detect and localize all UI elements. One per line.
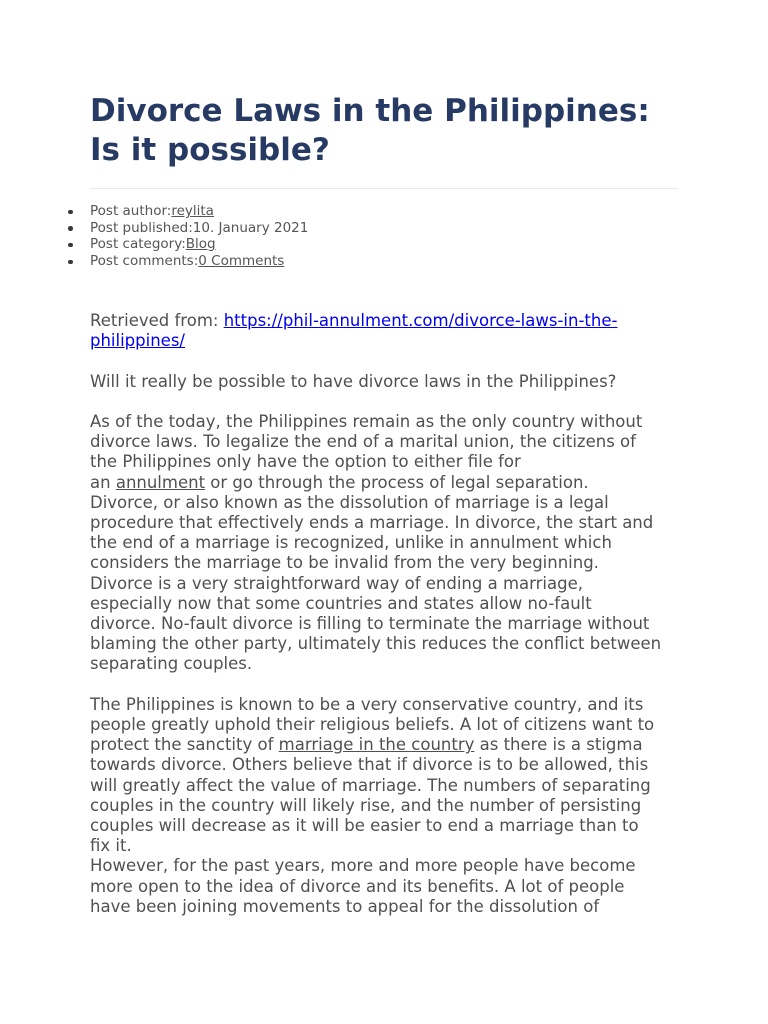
comments-link[interactable]: 0 Comments (198, 253, 285, 270)
post-published (90, 220, 308, 237)
paragraph-2-line: as there is a stigma (474, 735, 643, 755)
paragraph-2-line: people greatly uphold their religious beliefs. A lot of citizens want to (90, 715, 655, 735)
post-published-date: 10. January 2021 (192, 219, 309, 236)
source-url-part1: https://phil-annulment.com/divorce-laws-in-the- (223, 311, 618, 330)
annulment-link[interactable]: annulment (115, 472, 206, 492)
paragraph-1-line: an (90, 472, 116, 492)
paragraph-2-line: protect the sanctity of (90, 735, 279, 755)
paragraph-1-line: the Philippines only have the option to either file for (90, 452, 521, 472)
category-link[interactable]: Blog (185, 236, 216, 253)
post-author (90, 203, 308, 220)
source-prefix: Retrieved from: (90, 311, 224, 330)
paragraph-2-line: will greatly affect the value of marriage. The numbers of separating (90, 775, 651, 795)
paragraph-1 (90, 412, 682, 675)
author-link[interactable]: reylita (171, 203, 214, 219)
paragraph-1-line: divorce laws. To legalize the end of a marital union, the citizens of (90, 432, 636, 452)
paragraph-1-line: especially now that some countries and states allow no-fault (90, 593, 592, 613)
source-paragraph (90, 311, 682, 351)
paragraph-1-line: As of the today, the Philippines remain as the only country without (90, 411, 643, 431)
post-comments-label: Post comments: (90, 253, 199, 270)
paragraph-2-line: fix it. (90, 836, 132, 856)
paragraph-1-line: Divorce is a very straightforward way of ending a marriage, (90, 573, 583, 593)
post-category-label: Post category: (90, 236, 186, 253)
intro-question: Will it really be possible to have divorce laws in the Philippines? (90, 371, 617, 391)
paragraph-2 (90, 695, 682, 857)
title-divider (90, 188, 678, 189)
paragraph-2-line: couples will decrease as it will be easier to end a marriage than to (90, 816, 639, 836)
page-title: Divorce Laws in the Philippines: Is it possible? (90, 93, 650, 168)
marriage-link[interactable]: marriage in the country (278, 735, 475, 755)
paragraph-1-line: considers the marriage to be invalid from the very beginning. (90, 553, 599, 573)
paragraph-3-line: have been joining movements to appeal for the dissolution of (90, 896, 600, 916)
source-url-part2: philippines/ (90, 331, 185, 351)
paragraph-1-line: blaming the other party, ultimately this reduces the conflict between (90, 634, 662, 654)
paragraph-2-line: couples in the country will likely rise, and the number of persisting (90, 795, 642, 815)
post-author-label: Post author: (90, 203, 172, 219)
article-body (90, 311, 682, 917)
paragraph-1-line: separating couples. (90, 654, 253, 674)
paragraph-1-line: Divorce, or also known as the dissolution of marriage is a legal (90, 492, 609, 512)
paragraph-3 (90, 856, 682, 917)
paragraph-3-line: more open to the idea of divorce and its benefits. A lot of people (90, 876, 625, 896)
post-comments (90, 253, 308, 270)
post-meta-list (90, 203, 308, 270)
paragraph-1-line: or go through the process of legal separation. (205, 472, 589, 492)
paragraph-1-line: procedure that effectively ends a marriage. In divorce, the start and (90, 513, 654, 532)
post-published-label: Post published: (90, 219, 193, 236)
paragraph-3-line: However, for the past years, more and more people have become (90, 856, 636, 876)
paragraph-1-line: divorce. No-fault divorce is filling to terminate the marriage without (90, 614, 650, 634)
paragraph-2-line: The Philippines is known to be a very conservative country, and its (90, 694, 644, 714)
post-category (90, 236, 308, 253)
paragraph-1-line: the end of a marriage is recognized, unlike in annulment which (90, 533, 612, 553)
paragraph-2-line: towards divorce. Others believe that if divorce is to be allowed, this (90, 755, 649, 775)
